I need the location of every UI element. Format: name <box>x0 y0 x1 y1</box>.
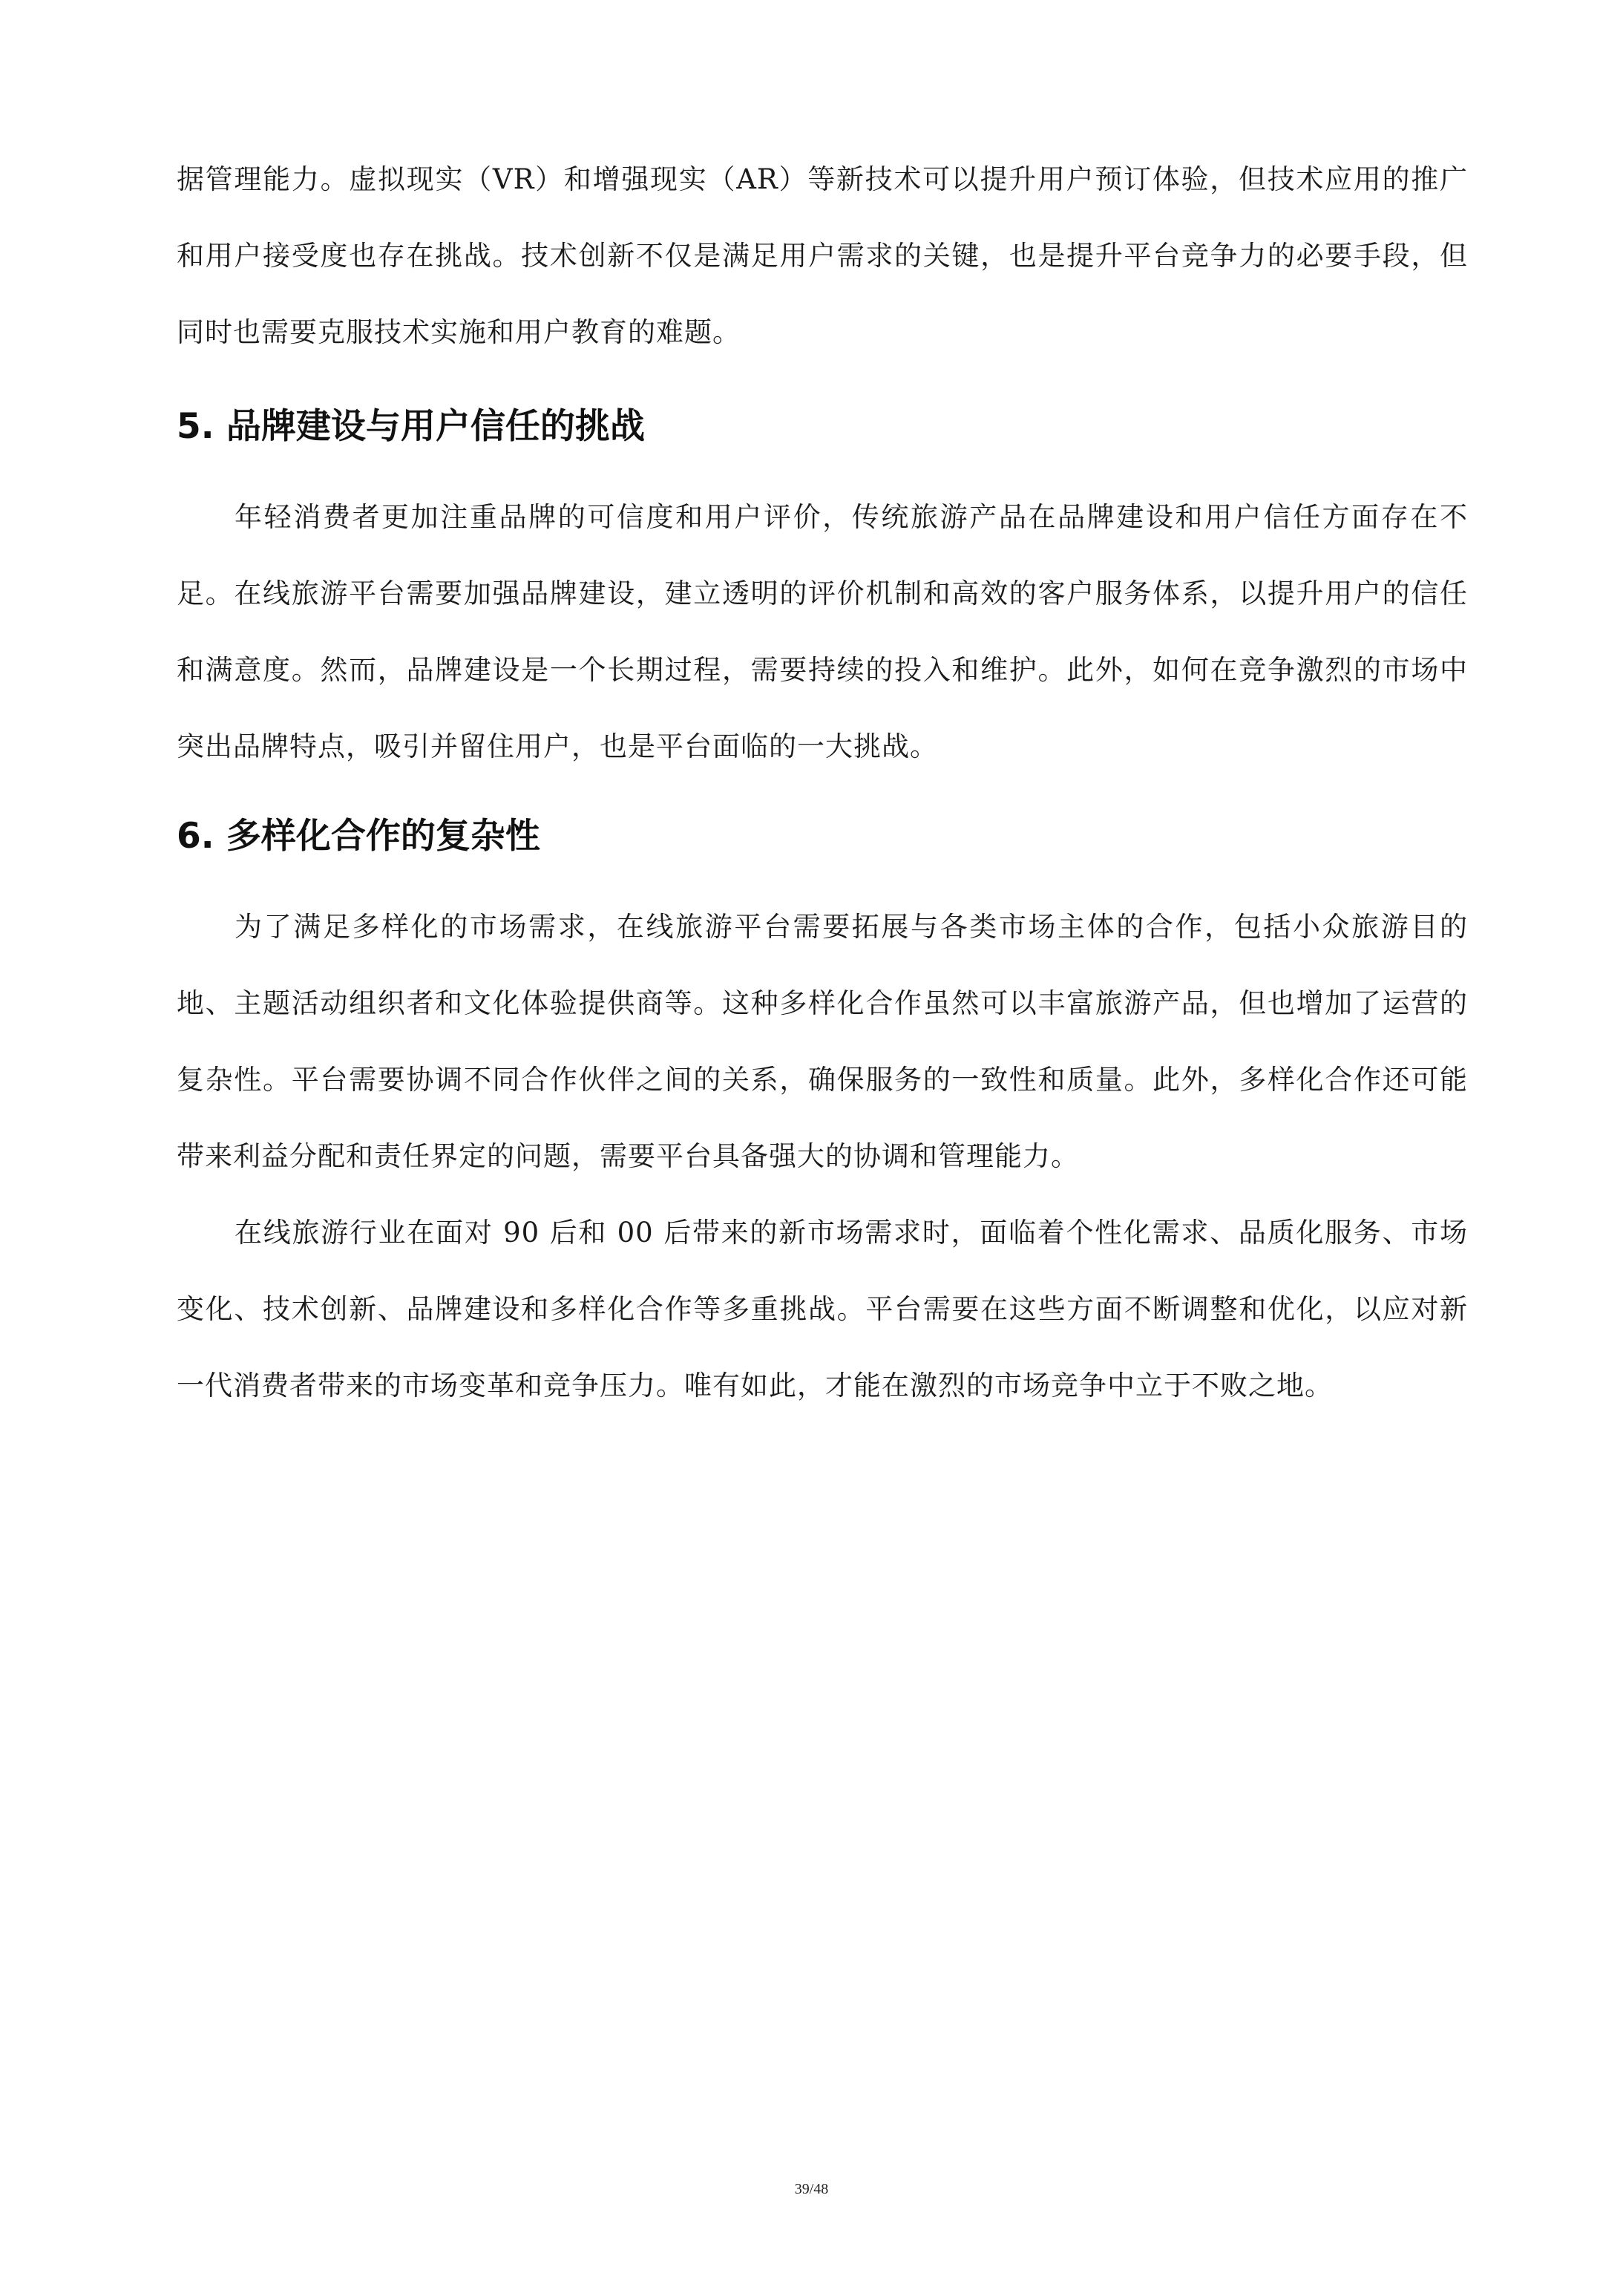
intro-paragraph: 据管理能力。虚拟现实（VR）和增强现实（AR）等新技术可以提升用户预订体验，但技术应用的推广和用户接受度也存在挑战。技术创新不仅是满足用户需求的关键，也是提升平台竞争力的必要手段，但同时也需要克服技术实施和用户教育的难题。 <box>177 163 1468 348</box>
section-6-heading: 6. 多样化合作的复杂性 <box>177 816 540 857</box>
section-5-heading: 5. 品牌建设与用户信任的挑战 <box>177 406 645 447</box>
section-6-paragraph: 为了满足多样化的市场需求，在线旅游平台需要拓展与各类市场主体的合作，包括小众旅游目的地、主题活动组织者和文化体验提供商等。这种多样化合作虽然可以丰富旅游产品，但也增加了运营的复杂性。平台需要协调不同合作伙伴之间的关系，确保服务的一致性和质量。此外，多样化合作还可能带来利益分配和责任界定的问题，需要平台具备强大的协调和管理能力。 <box>177 911 1468 1172</box>
document-page <box>177 141 1468 1424</box>
page-number: 39/48 <box>794 2181 829 2197</box>
conclusion-paragraph: 在线旅游行业在面对 90 后和 00 后带来的新市场需求时，面临着个性化需求、品质化服务、市场变化、技术创新、品牌建设和多样化合作等多重挑战。平台需要在这些方面不断调整和优化，以应对新一代消费者带来的市场变革和竞争压力。唯有如此，才能在激烈的市场竞争中立于不败之地。 <box>177 1217 1468 1402</box>
section-5-paragraph: 年轻消费者更加注重品牌的可信度和用户评价，传统旅游产品在品牌建设和用户信任方面存在不足。在线旅游平台需要加强品牌建设，建立透明的评价机制和高效的客户服务体系，以提升用户的信任和满意度。然而，品牌建设是一个长期过程，需要持续的投入和维护。此外，如何在竞争激烈的市场中突出品牌特点，吸引并留住用户，也是平台面临的一大挑战。 <box>177 501 1468 762</box>
